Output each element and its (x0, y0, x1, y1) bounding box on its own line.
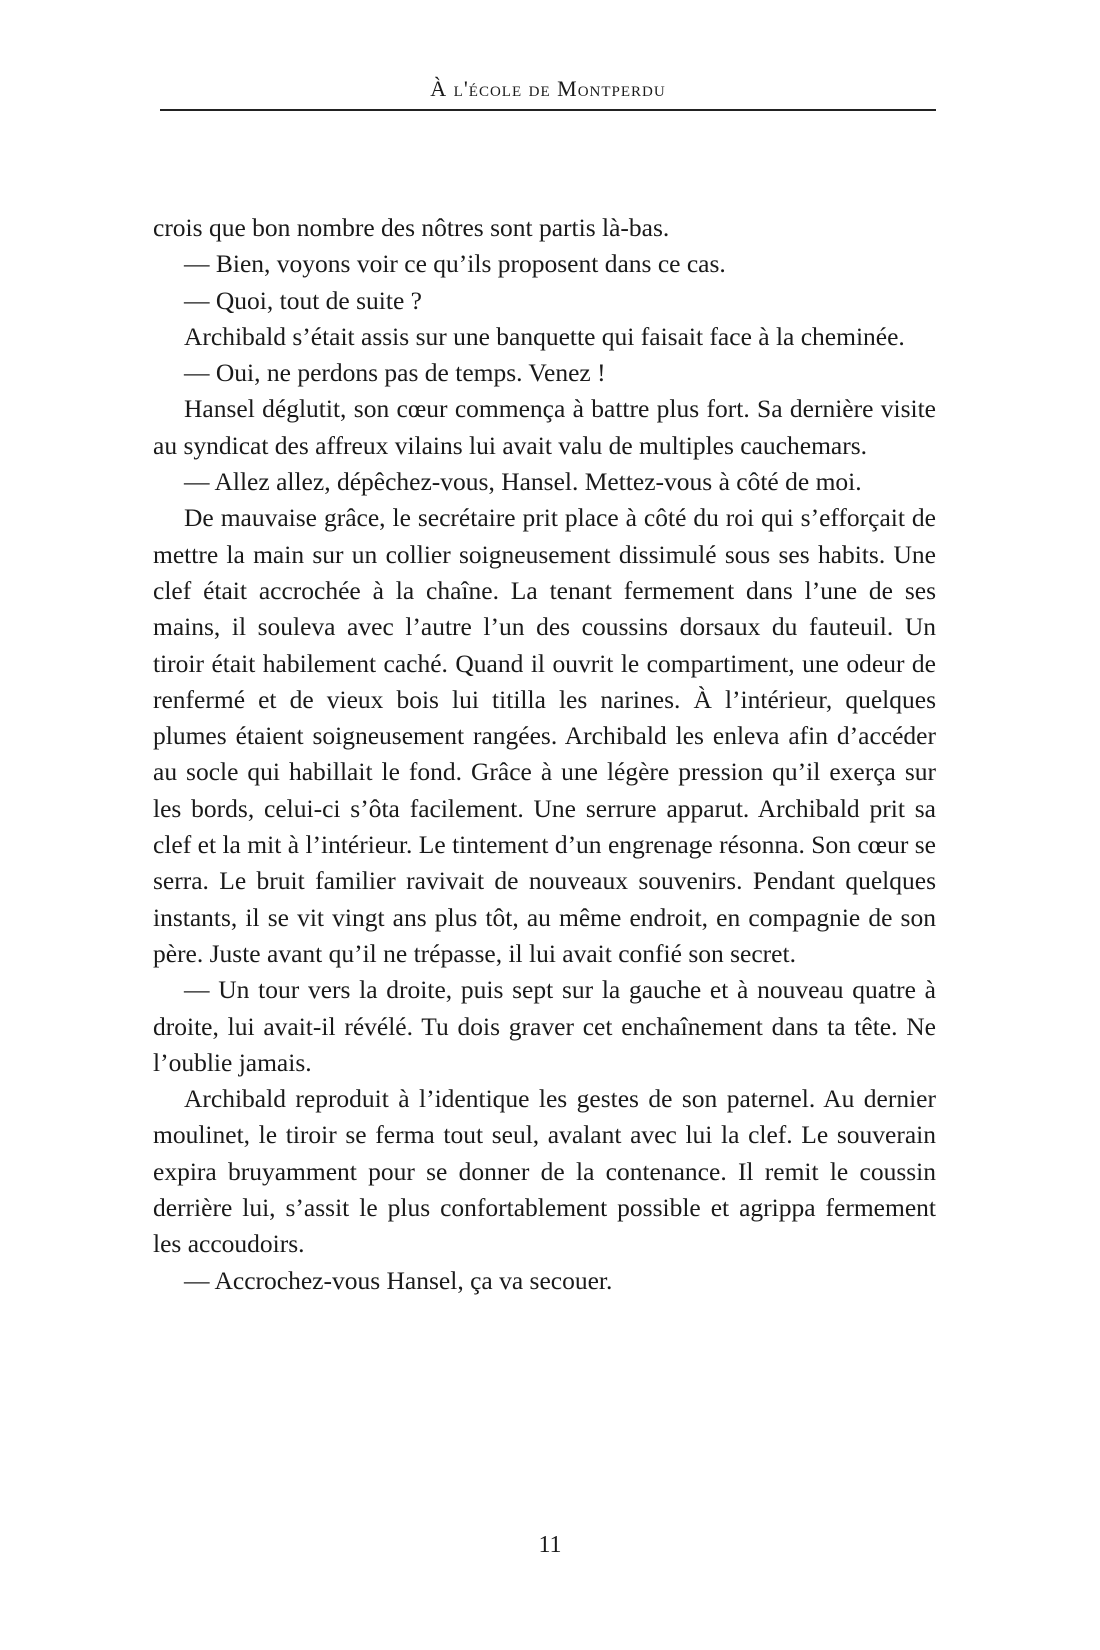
paragraph: — Accrochez-vous Hansel, ça va secouer. (184, 1265, 613, 1295)
running-head-title: À l'école de Montperdu (430, 76, 666, 101)
paragraph: Hansel déglutit, son cœur commença à battre plus fort. Sa dernière visite au syndicat des affreux vilains lui avait valu de multiples cauchemars. (153, 394, 936, 460)
paragraph: — Bien, voyons voir ce qu’ils proposent dans ce cas. (184, 249, 726, 279)
paragraph: De mauvaise grâce, le secrétaire prit place à côté du roi qui s’efforçait de mettre la main sur un collier soigneusement dissimulé sous ses habits. Une clef était accrochée à la chaîne. La tenant fermement dans l’une de ses mains, il souleva avec l’autre l’un des coussins dorsaux du fauteuil. Un tiroir était habilement caché. Quand il ouvrit le compartiment, une odeur de renfermé et de vieux bois lui titilla les narines. À l’intérieur, quelques plumes étaient soigneusement rangées. Archibald les enleva afin d’accéder au socle qui habillait le fond. Grâce à une légère pression qu’il exerça sur les bords, celui-ci s’ôta facilement. Une serrure apparut. Archibald prit sa clef et la mit à l’intérieur. Le tintement d’un engrenage résonna. Son cœur se serra. Le bruit familier ravivait de nouveaux souvenirs. Pendant quelques instants, il se vit vingt ans plus tôt, au même endroit, en compagnie de son père. Juste avant qu’il ne trépasse, il lui avait confié son secret. (153, 503, 936, 968)
paragraph: — Un tour vers la droite, puis sept sur la gauche et à nouveau quatre à droite, lui avait-il révélé. Tu dois graver cet enchaînement dans ta tête. Ne l’oublie jamais. (153, 975, 936, 1077)
page-number: 11 (538, 1532, 562, 1558)
body-text (153, 210, 936, 1299)
paragraph: — Oui, ne perdons pas de temps. Venez ! (184, 358, 606, 388)
paragraph: — Allez allez, dépêchez-vous, Hansel. Mettez-vous à côté de moi. (184, 467, 862, 497)
paragraph: Archibald reproduit à l’identique les gestes de son paternel. Au dernier moulinet, le tiroir se ferma tout seul, avalant avec lui la clef. Le souverain expira bruyamment pour se donner de la contenance. Il remit le coussin derrière lui, s’assit le plus confortablement possible et agrippa fermement les accoudoirs. (153, 1084, 936, 1259)
paragraph: Archibald s’était assis sur une banquette qui faisait face à la cheminée. (184, 321, 905, 351)
header-rule (160, 109, 936, 111)
paragraph: crois que bon nombre des nôtres sont partis là-bas. (153, 213, 670, 242)
paragraph: — Quoi, tout de suite ? (184, 285, 422, 315)
